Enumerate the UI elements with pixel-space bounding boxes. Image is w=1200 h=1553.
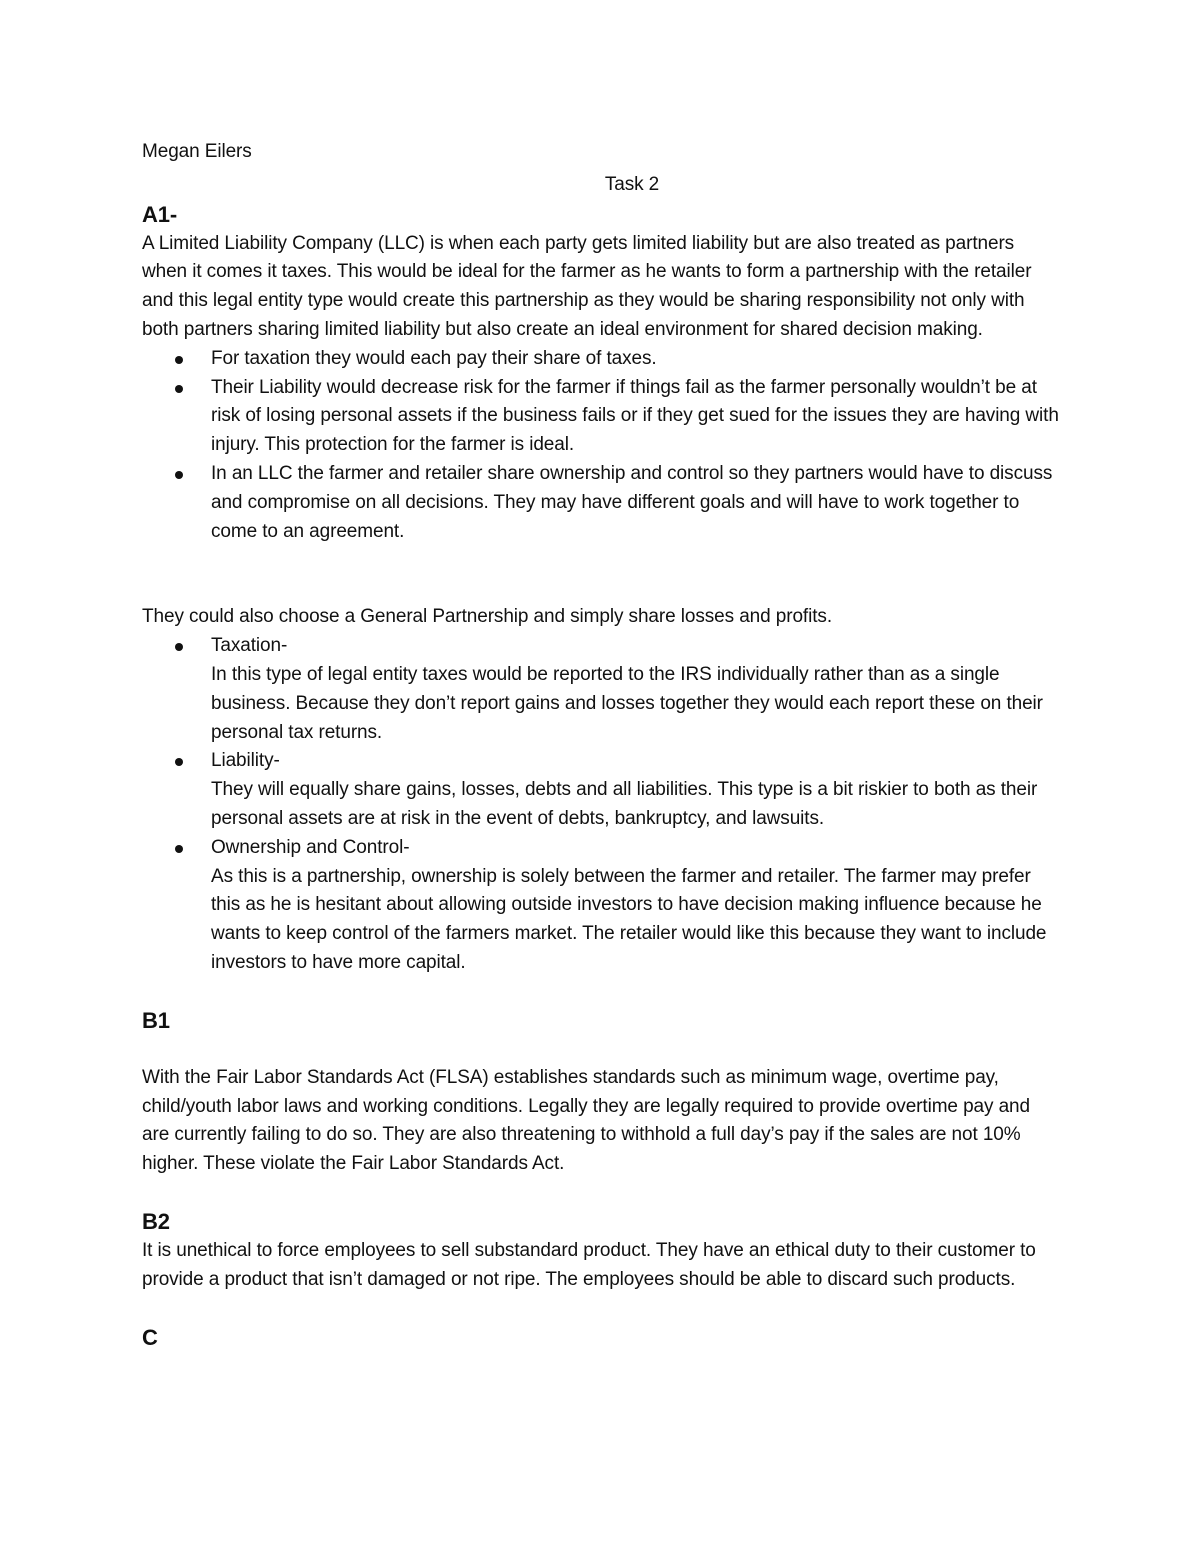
bullet-text: As this is a partnership, ownership is solely between the farmer and retailer. The farmer may prefer this as he is hesitant about allowing outside investors to have decision making influence because he wants to keep control of the farmers market. The retailer would like this because they want to include investors to have more capital. [211, 865, 1047, 973]
author-name: Megan Eilers [142, 141, 252, 162]
b2-paragraph: It is unethical to force employees to sell substandard product. They have an ethical duty to their customer to provide a product that isn’t damaged or not ripe. The employees should be able to discard such products. [142, 1239, 1036, 1290]
spacer [142, 1036, 1062, 1064]
list-item [211, 834, 1062, 978]
heading-c: C [142, 1324, 158, 1350]
a1-llc-bullet-list [142, 345, 1062, 547]
list-item [211, 747, 1062, 833]
document-page [142, 138, 1062, 1353]
bullet-text: They will equally share gains, losses, debts and all liabilities. This type is a bit riskier to both as their personal assets are at risk in the event of debts, bankruptcy, and lawsuits. [211, 779, 1038, 829]
spacer [142, 1295, 1062, 1323]
bullet-text: In this type of legal entity taxes would be reported to the IRS individually rather than as a single business. Because they don’t report gains and losses together they would each report these on their personal tax returns. [211, 663, 1043, 743]
bullet-label: Liability- [211, 750, 280, 772]
spacer [142, 546, 1062, 603]
general-partnership-bullet-list [142, 632, 1062, 978]
b1-paragraph: With the Fair Labor Standards Act (FLSA) establishes standards such as minimum wage, overtime pay, child/youth labor laws and working conditions. Legally they are legally required to provide overtime pay and are currently failing to do so. They are also threatening to withhold a full day’s pay if the sales are not 10% higher. These violate the Fair Labor Standards Act. [142, 1066, 1030, 1175]
document-title: Task 2 [604, 173, 660, 195]
heading-b2: B2 [142, 1208, 170, 1234]
general-partnership-intro: They could also choose a General Partnership and simply share losses and profits. [142, 606, 832, 628]
heading-b1: B1 [142, 1007, 170, 1033]
list-item: Their Liability would decrease risk for the farmer if things fail as the farmer personally wouldn’t be at risk of losing personal assets if the business fails or if they get sued for the issues they are having with injury. This protection for the farmer is ideal. [211, 374, 1062, 460]
bullet-label: Ownership and Control- [211, 836, 410, 858]
spacer [142, 978, 1062, 1006]
a1-intro-paragraph: A Limited Liability Company (LLC) is when each party gets limited liability but are also treated as partners when it comes it taxes. This would be ideal for the farmer as he wants to form a partnership with the retailer and this legal entity type would create this partnership as they would be sharing responsibility not only with both partners sharing limited liability but also create an ideal environment for shared decision making. [142, 232, 1032, 340]
list-item: In an LLC the farmer and retailer share ownership and control so they partners would have to discuss and compromise on all decisions. They may have different goals and will have to work together to come to an agreement. [211, 460, 1062, 546]
bullet-label: Taxation- [211, 635, 288, 657]
heading-a1: A1- [142, 201, 178, 227]
spacer [142, 1179, 1062, 1207]
list-item: For taxation they would each pay their share of taxes. [211, 345, 1062, 374]
list-item [211, 632, 1062, 747]
